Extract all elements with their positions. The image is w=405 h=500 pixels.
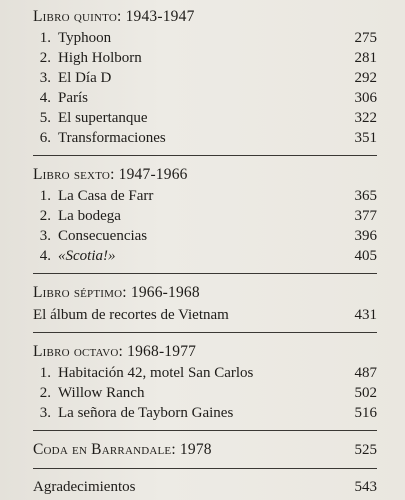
entry-page: 306 (354, 90, 377, 106)
entry-page: 365 (354, 188, 377, 204)
toc-entry (33, 226, 377, 246)
section-libro-septimo (33, 282, 377, 325)
toc-entry (33, 363, 377, 383)
section-agradecimientos (33, 477, 377, 497)
entry-page: 396 (354, 228, 377, 244)
toc-entry (33, 186, 377, 206)
toc-entry (33, 68, 377, 88)
entry-page: 431 (354, 307, 377, 323)
entry-number: 5. (39, 110, 51, 126)
section-title: Libro octavo: 1968-1977 (33, 343, 197, 360)
entry-number: 3. (39, 228, 51, 244)
section-title: Libro séptimo: 1966-1968 (33, 284, 200, 301)
section-title: Libro quinto: 1943-1947 (33, 8, 195, 25)
entry-title: Typhoon (58, 30, 112, 46)
entry-number: 4. (39, 90, 51, 106)
entry-title: Consecuencias (58, 228, 148, 244)
entry-page: 322 (354, 110, 377, 126)
toc-entry (33, 88, 377, 108)
entry-page: 543 (354, 479, 377, 495)
entry-number: 6. (39, 130, 51, 146)
toc-entry (33, 128, 377, 148)
toc-entry (33, 206, 377, 226)
entry-number: 2. (39, 208, 51, 224)
toc-entry (33, 477, 377, 497)
entry-title: El supertanque (58, 110, 148, 126)
entry-title: Agradecimientos (33, 479, 136, 495)
entry-number: 1. (39, 30, 51, 46)
entry-title: «Scotia!» (58, 248, 116, 264)
entry-number: 1. (39, 188, 51, 204)
entry-title: El álbum de recortes de Vietnam (33, 307, 229, 323)
section-libro-sexto (33, 164, 377, 266)
section-divider (33, 332, 377, 333)
entry-title: High Holborn (58, 50, 142, 66)
section-divider (33, 430, 377, 431)
entry-page: 525 (354, 442, 377, 458)
section-divider (33, 273, 377, 274)
entry-page: 351 (354, 130, 377, 146)
toc-entry (33, 383, 377, 403)
entry-title: Transformaciones (58, 130, 166, 146)
entry-number: 2. (39, 50, 51, 66)
table-of-contents (33, 6, 377, 497)
entry-title: La señora de Tayborn Gaines (58, 405, 234, 421)
entry-title: París (58, 90, 88, 106)
entry-page: 275 (354, 30, 377, 46)
entry-page: 281 (354, 50, 377, 66)
section-divider (33, 468, 377, 469)
entry-number: 3. (39, 405, 51, 421)
entry-title: La bodega (58, 208, 121, 224)
entry-number: 4. (39, 248, 51, 264)
section-divider (33, 155, 377, 156)
toc-entry (33, 305, 377, 325)
entry-page: 487 (354, 365, 377, 381)
toc-entry (33, 48, 377, 68)
section-libro-quinto (33, 6, 377, 148)
entry-title: El Día D (58, 70, 112, 86)
entry-page: 405 (354, 248, 377, 264)
entry-page: 502 (354, 385, 377, 401)
toc-entry (33, 28, 377, 48)
section-title: Libro sexto: 1947-1966 (33, 166, 188, 183)
entry-title: Willow Ranch (58, 385, 145, 401)
entry-number: 2. (39, 385, 51, 401)
entry-title: La Casa de Farr (58, 188, 154, 204)
entry-number: 1. (39, 365, 51, 381)
entry-page: 292 (354, 70, 377, 86)
section-coda (33, 439, 377, 461)
entry-number: 3. (39, 70, 51, 86)
entry-page: 516 (354, 405, 377, 421)
entry-title: Habitación 42, motel San Carlos (58, 365, 254, 381)
section-title: Coda en Barrandale: 1978 (33, 441, 212, 458)
entry-page: 377 (354, 208, 377, 224)
section-libro-octavo (33, 341, 377, 423)
toc-entry (33, 403, 377, 423)
toc-entry (33, 439, 377, 461)
toc-entry (33, 246, 377, 266)
toc-entry (33, 108, 377, 128)
